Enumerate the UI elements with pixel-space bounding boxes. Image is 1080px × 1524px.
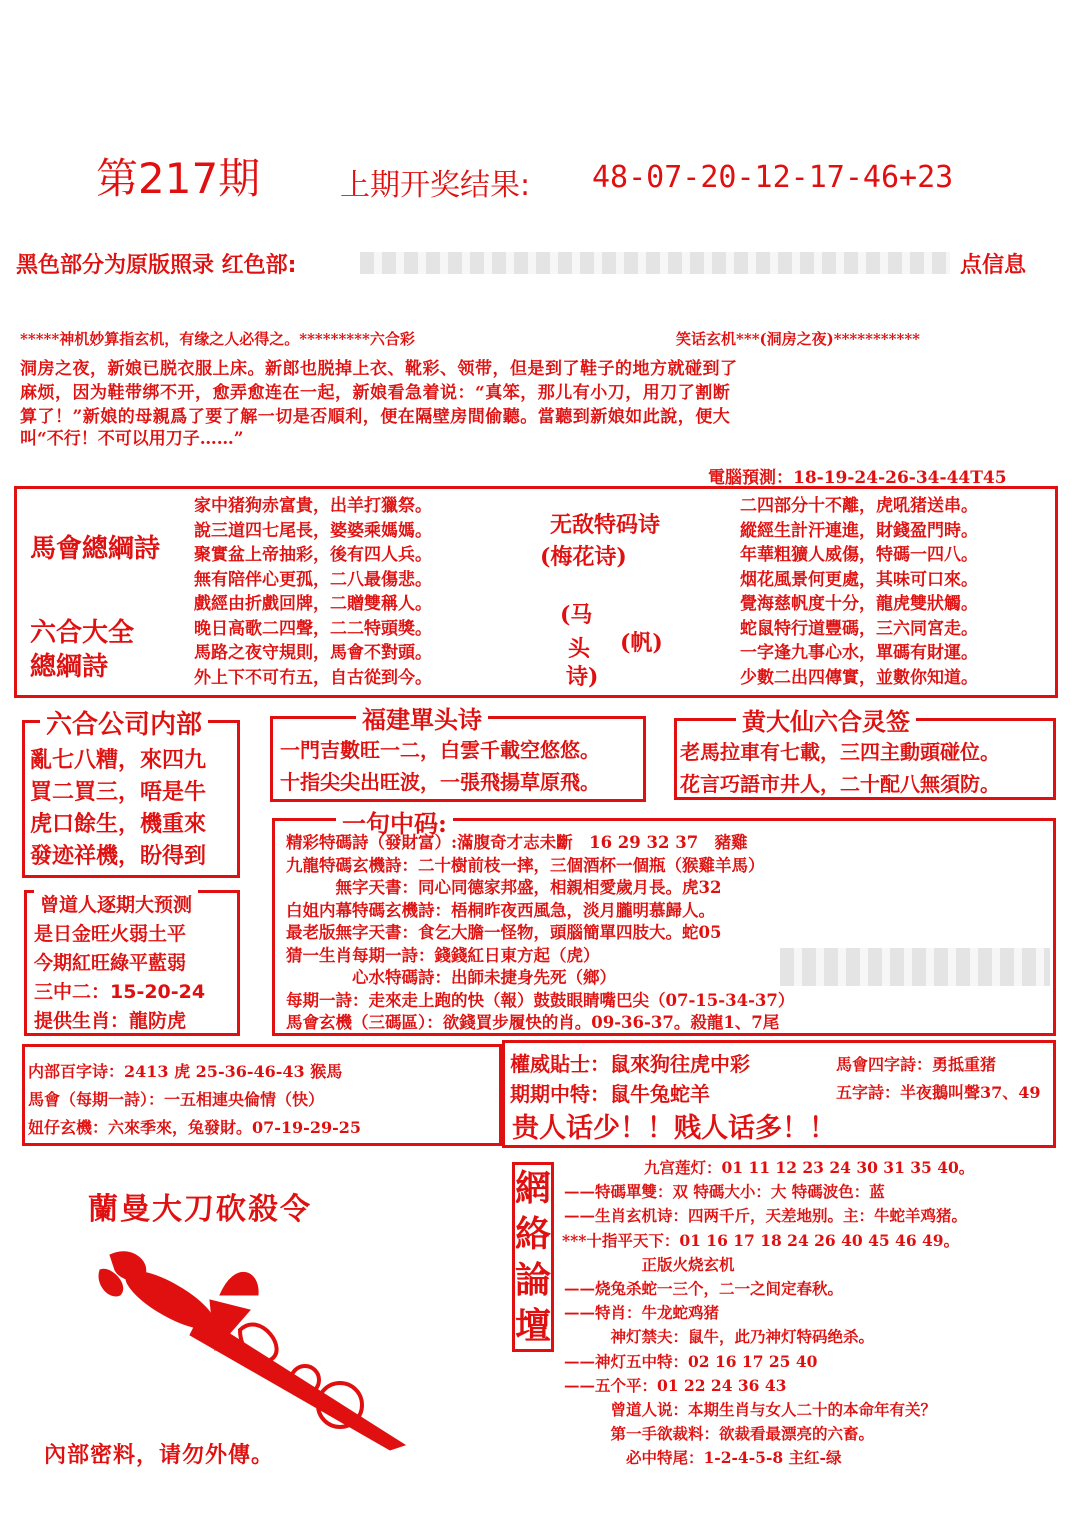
poem-line: 無有陪伴心更孤，二八最傷悲。 <box>194 569 432 590</box>
one-sentence-lines <box>286 832 794 1035</box>
fujian-box-title: 福建單头诗 <box>356 700 488 735</box>
taoist-line: 三中二：15-20-24 <box>34 981 206 1003</box>
forum-line: 神灯禁夫：鼠牛，此乃神灯特码绝杀。 <box>564 1327 875 1347</box>
poem-mid-title: 无敌特码诗 <box>550 512 661 538</box>
taoist-line: 今期紅旺綠平藍弱 <box>34 952 187 974</box>
forum-line: ——特碼單雙：双 特碼大小：大 特碼波色：蓝 <box>564 1182 885 1202</box>
one-sentence-line: 精彩特碼詩（發財富）:滿腹奇才志未斷 16 29 32 37 豬雞 <box>286 833 748 852</box>
poem-line: 家中猪狗赤富貴，出羊打獵祭。 <box>194 496 432 516</box>
forum-line: ——生肖玄机诗：四两千斤，天差地别。主：牛蛇羊鸡猪。 <box>564 1206 968 1226</box>
forum-line: ——神灯五中特：02 16 17 25 40 <box>564 1351 818 1371</box>
poem-line: 馬路之夜守規則，馬會不對頭。 <box>194 643 432 663</box>
last-result-numbers: 48-07-20-12-17-46+23 <box>592 160 954 195</box>
poem-column-1 <box>194 494 432 688</box>
story-line: 麻烦，因为鞋带绑不开，愈弄愈连在一起，新娘看急着说：“真笨，那儿有小刀，用刀了割断 <box>20 383 731 403</box>
company-line: 亂七八糟，來四九 <box>30 747 207 773</box>
poem-line: 晚日高歌二四聲，二二特頭獎。 <box>194 618 432 639</box>
taoist-box-lines <box>34 920 205 1036</box>
taoist-line: 提供生肖：龍防虎 <box>34 1010 187 1032</box>
forum-vertical-title <box>512 1162 554 1352</box>
motto: 贵人话少！！贱人话多！！ <box>512 1113 836 1144</box>
company-line: 發迹祥機，盼得到 <box>30 843 207 869</box>
one-sentence-line: 白姐内幕特碼玄機詩：梧桐昨夜西風急，淡月朧明慕歸人。 <box>286 900 715 920</box>
wong-tai-sin-line: 花言巧語市井人，二十配八無須防。 <box>680 772 1000 796</box>
forum-line: 九宫莲灯：01 11 12 23 24 30 31 35 40。 <box>644 1158 975 1177</box>
poem-line: 聚實盆上帝抽彩，後有四人兵。 <box>194 545 432 565</box>
story-line: 算了！”新娘的母親爲了要了解一切是否順利，便在隔壁房間偷聽。當聽到新娘如此說，便大 <box>20 407 731 427</box>
sword-title: 蘭曼大刀砍殺令 <box>88 1192 312 1227</box>
bottom-left-line: 妞仔玄機：六來季來，兔發財。07-19-29-25 <box>28 1118 361 1137</box>
forum-line: ***十指平天下：01 16 17 18 24 26 40 45 46 49。 <box>562 1230 960 1250</box>
poem-column-2 <box>740 494 978 690</box>
poem-line: 外上下不可冇五，自古從到今。 <box>194 667 432 688</box>
story-header-left: *****神机妙算指玄机，有缘之人必得之。*********六合彩 <box>20 330 415 348</box>
wong-tai-sin-lines <box>680 736 1000 800</box>
poem-left-title-2a: 六合大全 <box>30 618 135 648</box>
bottom-left-lines <box>28 1058 361 1142</box>
four-char-poem: 馬會四字詩：勇抵重猪 <box>836 1055 997 1074</box>
sword-illustration <box>90 1240 420 1470</box>
poem-mid-sail: (帆) <box>620 630 663 656</box>
company-line: 虎口餘生，機重來 <box>30 811 207 837</box>
poem-line: 說三道四七尾長，婆婆乘媽媽。 <box>194 520 432 541</box>
sword-hilt <box>220 1272 258 1295</box>
notice-right: 点信息 <box>960 253 1027 278</box>
taoist-box-title: 曾道人逐期大预测 <box>34 890 198 917</box>
every-issue-special: 期期中特：鼠牛兔蛇羊 <box>510 1082 710 1106</box>
one-sentence-line: 心水特碼詩：出師未捷身先死（鄉） <box>286 968 616 987</box>
computer-prediction: 電腦預測：18-19-24-26-34-44T45 <box>708 468 1007 488</box>
forum-line: 曾道人说：本期生肖与女人二十的本命年有关？ <box>564 1400 937 1420</box>
poem-line: 年華粗獷人威傷，特碼一四八。 <box>740 545 978 565</box>
redacted-bar <box>360 252 950 274</box>
one-sentence-line: 無字天書：同心同德家邦盛，相親相愛歲月長。虎32 <box>286 878 722 897</box>
forum-line: ——烧兔杀蛇一三个，二一之间定春秋。 <box>564 1279 844 1299</box>
story-line: 洞房之夜，新娘已脱衣服上床。新郎也脱掉上衣、靴彩、领带，但是到了鞋子的地方就碰到了 <box>20 359 738 379</box>
forum-line: ——特肖：牛龙蛇鸡猪 <box>564 1303 720 1323</box>
poem-line: 烟花風景何更處，其味可口來。 <box>740 569 978 590</box>
poem-line: 縱經生計汗連進，財錢盈門時。 <box>740 520 978 541</box>
last-result-label: 上期开奖结果: <box>340 168 531 203</box>
forum-line: 正版火烧玄机 <box>564 1254 735 1274</box>
poem-mid-horse: (马 <box>560 602 593 628</box>
redacted-bar <box>780 948 1050 986</box>
one-sentence-line: 馬會玄機（三碼區）：欲錢買步履快的肖。09-36-37。殺龍1、7尾 <box>286 1013 780 1032</box>
forum-lines <box>564 1156 974 1471</box>
fujian-line: 一門吉數旺一二，白雲千載空悠悠。 <box>280 738 600 762</box>
fujian-line: 十指尖尖出旺波，一張飛揚草原飛。 <box>280 770 600 794</box>
company-box-title: 六合公司内部 <box>40 704 208 741</box>
taoist-line: 是日金旺火弱土平 <box>34 923 187 945</box>
poem-mid-head: 头 <box>568 636 591 662</box>
forum-line: 必中特尾：1-2-4-5-8 主红-绿 <box>564 1448 842 1468</box>
wong-tai-sin-line: 老馬拉車有七載，三四主動頭碰位。 <box>680 740 1000 764</box>
issue-number: 第217期 <box>96 154 261 203</box>
one-sentence-box-title: 一句中码: <box>336 804 453 839</box>
poem-line: 二四部分十不離，虎吼猪送串。 <box>740 496 978 516</box>
story-header-right: 笑话玄机***(洞房之夜)*********** <box>676 330 921 348</box>
story-line: 叫“不行！不可以用刀子……” <box>20 429 244 449</box>
authority-tip: 權威貼士：鼠來狗往虎中彩 <box>510 1052 750 1076</box>
forum-line: 第一手欲裁料：欲裁看最漂亮的六畜。 <box>564 1424 875 1444</box>
poem-left-title-2b: 總綱詩 <box>30 652 109 682</box>
poem-line: 覺海慈帆度十分，龍虎雙狀觸。 <box>740 594 978 614</box>
poem-line: 戲經由折戲回牌，二贈雙稱人。 <box>194 594 432 614</box>
five-char-poem: 五字詩：半夜鵝叫聲37、49 <box>836 1083 1041 1102</box>
poem-line: 一字逢九事心水，單碼有財運。 <box>740 643 978 663</box>
one-sentence-line: 每期一詩：走來走上跑的快（報）鼓鼓眼睛嘴巴尖（07-15-34-37） <box>286 990 795 1010</box>
one-sentence-line: 九龍特碼玄機詩：二十樹前枝一摔，三個酒杯一個瓶（猴雞羊馬） <box>286 855 765 875</box>
sword-footer: 內部密料，请勿外傳。 <box>44 1442 275 1468</box>
wong-tai-sin-box-title: 黄大仙六合灵签 <box>736 702 916 737</box>
company-box-lines <box>30 744 206 872</box>
notice-left: 黑色部分为原版照录 红色部: <box>16 253 297 278</box>
forum-title-char: 網 <box>515 1167 552 1209</box>
one-sentence-line: 最老版無字天書：食乞大膽一怪物，頭腦簡單四肢大。蛇05 <box>286 923 722 942</box>
bottom-left-line: 馬會（每期一詩）：一五相連央倫情（快） <box>28 1090 325 1109</box>
poem-left-title: 馬會總綱詩 <box>30 534 161 564</box>
forum-title-char: 絡 <box>515 1213 552 1255</box>
bottom-left-line: 内部百字诗：2413 虎 25-36-46-43 猴馬 <box>28 1062 343 1081</box>
forum-title-char: 論 <box>515 1259 552 1301</box>
one-sentence-line: 猜一生肖每期一詩：錢錢紅日東方起（虎） <box>286 945 600 965</box>
fujian-box-lines <box>280 734 600 798</box>
forum-title-char: 壇 <box>515 1305 552 1347</box>
poem-mid-subtitle: (梅花诗) <box>540 544 627 570</box>
forum-line: ——五个平：01 22 24 36 43 <box>564 1375 787 1395</box>
company-line: 買二買三，唔是牛 <box>30 779 207 805</box>
poem-line: 少數二出四傳實，並數你知道。 <box>740 667 978 688</box>
poem-line: 蛇鼠特行道豐碼，三六同宮走。 <box>740 618 978 639</box>
poem-mid-poem: 诗) <box>566 664 599 690</box>
